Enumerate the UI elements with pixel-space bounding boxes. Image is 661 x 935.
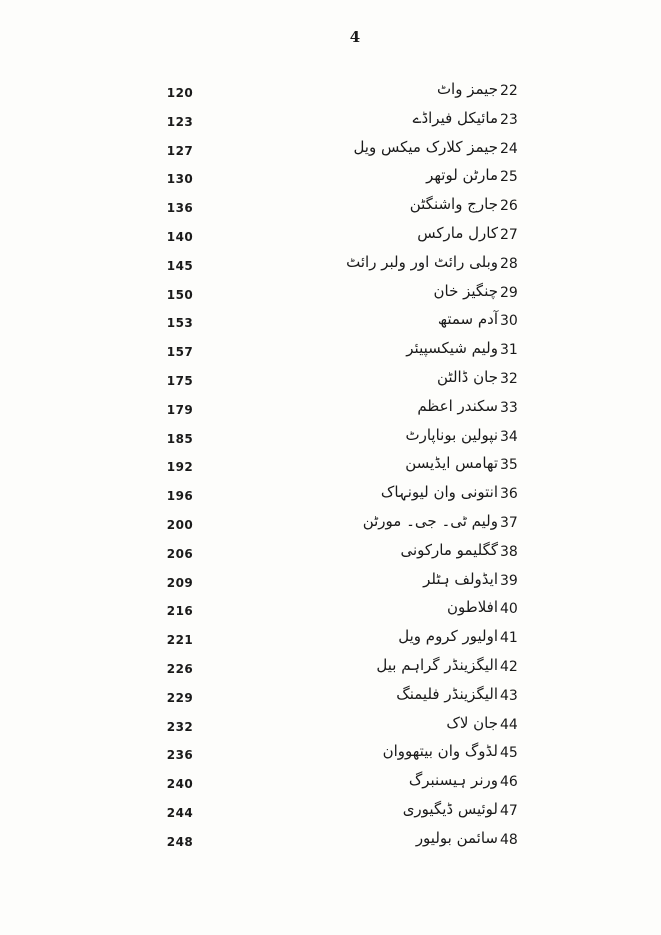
toc-page-number: 196 [166, 489, 194, 504]
toc-title: الیگزینڈر گراہم بیل [376, 656, 498, 674]
toc-index: 25 [500, 169, 518, 186]
toc-row [0, 827, 661, 856]
toc-index: 45 [500, 745, 518, 762]
toc-row [0, 510, 661, 539]
toc-row [0, 280, 661, 309]
toc-title: سائمن بولیور [415, 828, 498, 847]
toc-title: آدم سمتھ [437, 310, 498, 329]
toc-title: لوئیس ڈیگیوری [402, 800, 498, 818]
toc-row [0, 78, 661, 107]
toc-index: 43 [500, 687, 518, 704]
toc-index: 34 [500, 428, 518, 445]
page-number: 4 [349, 28, 361, 46]
toc-page-number: 157 [166, 345, 194, 360]
toc-page-number: 221 [166, 633, 194, 648]
toc-row [0, 452, 661, 481]
toc-page-number: 127 [166, 143, 194, 158]
toc-row [0, 164, 661, 193]
toc-title: جیمز کلارک میکس ویل [353, 137, 498, 156]
toc-page-number: 216 [166, 604, 194, 619]
toc-title: نپولین بوناپارٹ [405, 425, 498, 444]
toc-title: الیگزینڈر فلیمنگ [396, 684, 498, 703]
toc-title: گگلیمو مارکونی [400, 540, 498, 559]
toc-index: 29 [500, 284, 518, 301]
toc-index: 38 [500, 543, 518, 560]
toc-title: مارٹن لوتھر [426, 166, 498, 185]
toc-title: ولیم ٹی۔ جی۔ مورٹن [362, 512, 498, 530]
toc-title: تھامس ایڈیسن [405, 454, 498, 473]
toc-row [0, 481, 661, 510]
toc-index: 22 [500, 83, 518, 99]
toc-index: 39 [500, 572, 518, 589]
toc-page-number: 244 [166, 806, 194, 820]
toc-title: لڈوگ وان بیتھووان [382, 742, 498, 761]
toc-title: ولیم شیکسپیئر [406, 339, 498, 358]
toc-title: مائیکل فیراڈے [412, 108, 498, 127]
toc-row [0, 308, 661, 337]
toc-index: 44 [500, 716, 518, 733]
toc-title: جیمز واٹ [436, 80, 498, 98]
toc-title: جان ڈالٹن [437, 368, 498, 386]
toc-index: 35 [500, 457, 518, 474]
toc-title: سکندر اعظم [417, 396, 498, 415]
toc-index: 23 [500, 111, 518, 128]
toc-title: ایڈولف ہٹلر [423, 569, 498, 588]
toc-index: 28 [500, 255, 518, 272]
toc-row [0, 769, 661, 798]
toc-index: 40 [500, 601, 518, 618]
toc-title: جان لاک [446, 713, 498, 732]
toc-row [0, 654, 661, 683]
toc-page-number: 226 [166, 662, 194, 676]
toc-title: انتونی وان لیونہاک [380, 483, 498, 502]
toc-row [0, 395, 661, 424]
toc-index: 41 [500, 630, 518, 647]
toc-index: 24 [500, 140, 518, 157]
toc-row [0, 740, 661, 769]
toc-index: 36 [500, 486, 518, 503]
toc-page-number: 145 [166, 258, 194, 273]
toc-index: 26 [500, 198, 518, 215]
toc-page-number: 185 [166, 431, 194, 446]
toc-row [0, 596, 661, 625]
toc-title: جارج واشنگٹن [409, 195, 498, 214]
toc-page-number: 206 [166, 546, 194, 561]
toc-row [0, 366, 661, 395]
toc-row [0, 798, 661, 827]
toc-page-number: 123 [166, 114, 194, 129]
toc-row [0, 107, 661, 136]
toc-page-number: 179 [166, 402, 194, 417]
toc-title: وبلی رائٹ اور ولبر رائٹ [346, 252, 498, 271]
toc-index: 37 [500, 515, 518, 531]
toc-row [0, 424, 661, 453]
toc-page-number: 236 [166, 748, 194, 763]
toc-row [0, 568, 661, 597]
toc-page-number: 248 [166, 834, 194, 849]
toc-page-number: 140 [166, 230, 194, 244]
toc-row [0, 136, 661, 165]
toc-index: 30 [500, 313, 518, 330]
toc-index: 32 [500, 371, 518, 387]
toc-page-number: 229 [166, 690, 194, 705]
toc-page-number: 150 [166, 287, 194, 302]
toc-index: 42 [500, 659, 518, 675]
toc-row [0, 251, 661, 280]
toc-title: کارل مارکس [417, 224, 498, 242]
toc-row [0, 337, 661, 366]
toc-row [0, 193, 661, 222]
toc-page-number: 120 [166, 86, 194, 100]
toc-page-number: 175 [166, 374, 194, 388]
toc-index: 47 [500, 803, 518, 819]
toc-row [0, 222, 661, 251]
toc-page-number: 153 [166, 316, 194, 331]
toc-page-number: 192 [166, 460, 194, 475]
toc-title: ورنر ہیسنبرگ [408, 771, 498, 790]
toc-page-number: 209 [166, 575, 194, 590]
toc-page-number: 200 [166, 518, 194, 532]
toc-row [0, 683, 661, 712]
toc-title: اولیور کروم ویل [398, 627, 498, 646]
toc-page-number: 240 [166, 777, 194, 792]
toc-index: 46 [500, 774, 518, 791]
toc-page-number: 232 [166, 719, 194, 734]
toc-title: افلاطون [447, 598, 498, 617]
toc-title: چنگیز خان [433, 281, 498, 300]
toc-row [0, 539, 661, 568]
toc-page-number: 136 [166, 201, 194, 216]
toc-index: 48 [500, 831, 518, 848]
toc-index: 31 [500, 342, 518, 359]
toc-row [0, 712, 661, 741]
toc-page-number: 130 [166, 172, 194, 187]
toc-index: 27 [500, 227, 518, 243]
toc-index: 33 [500, 399, 518, 416]
toc-row [0, 625, 661, 654]
